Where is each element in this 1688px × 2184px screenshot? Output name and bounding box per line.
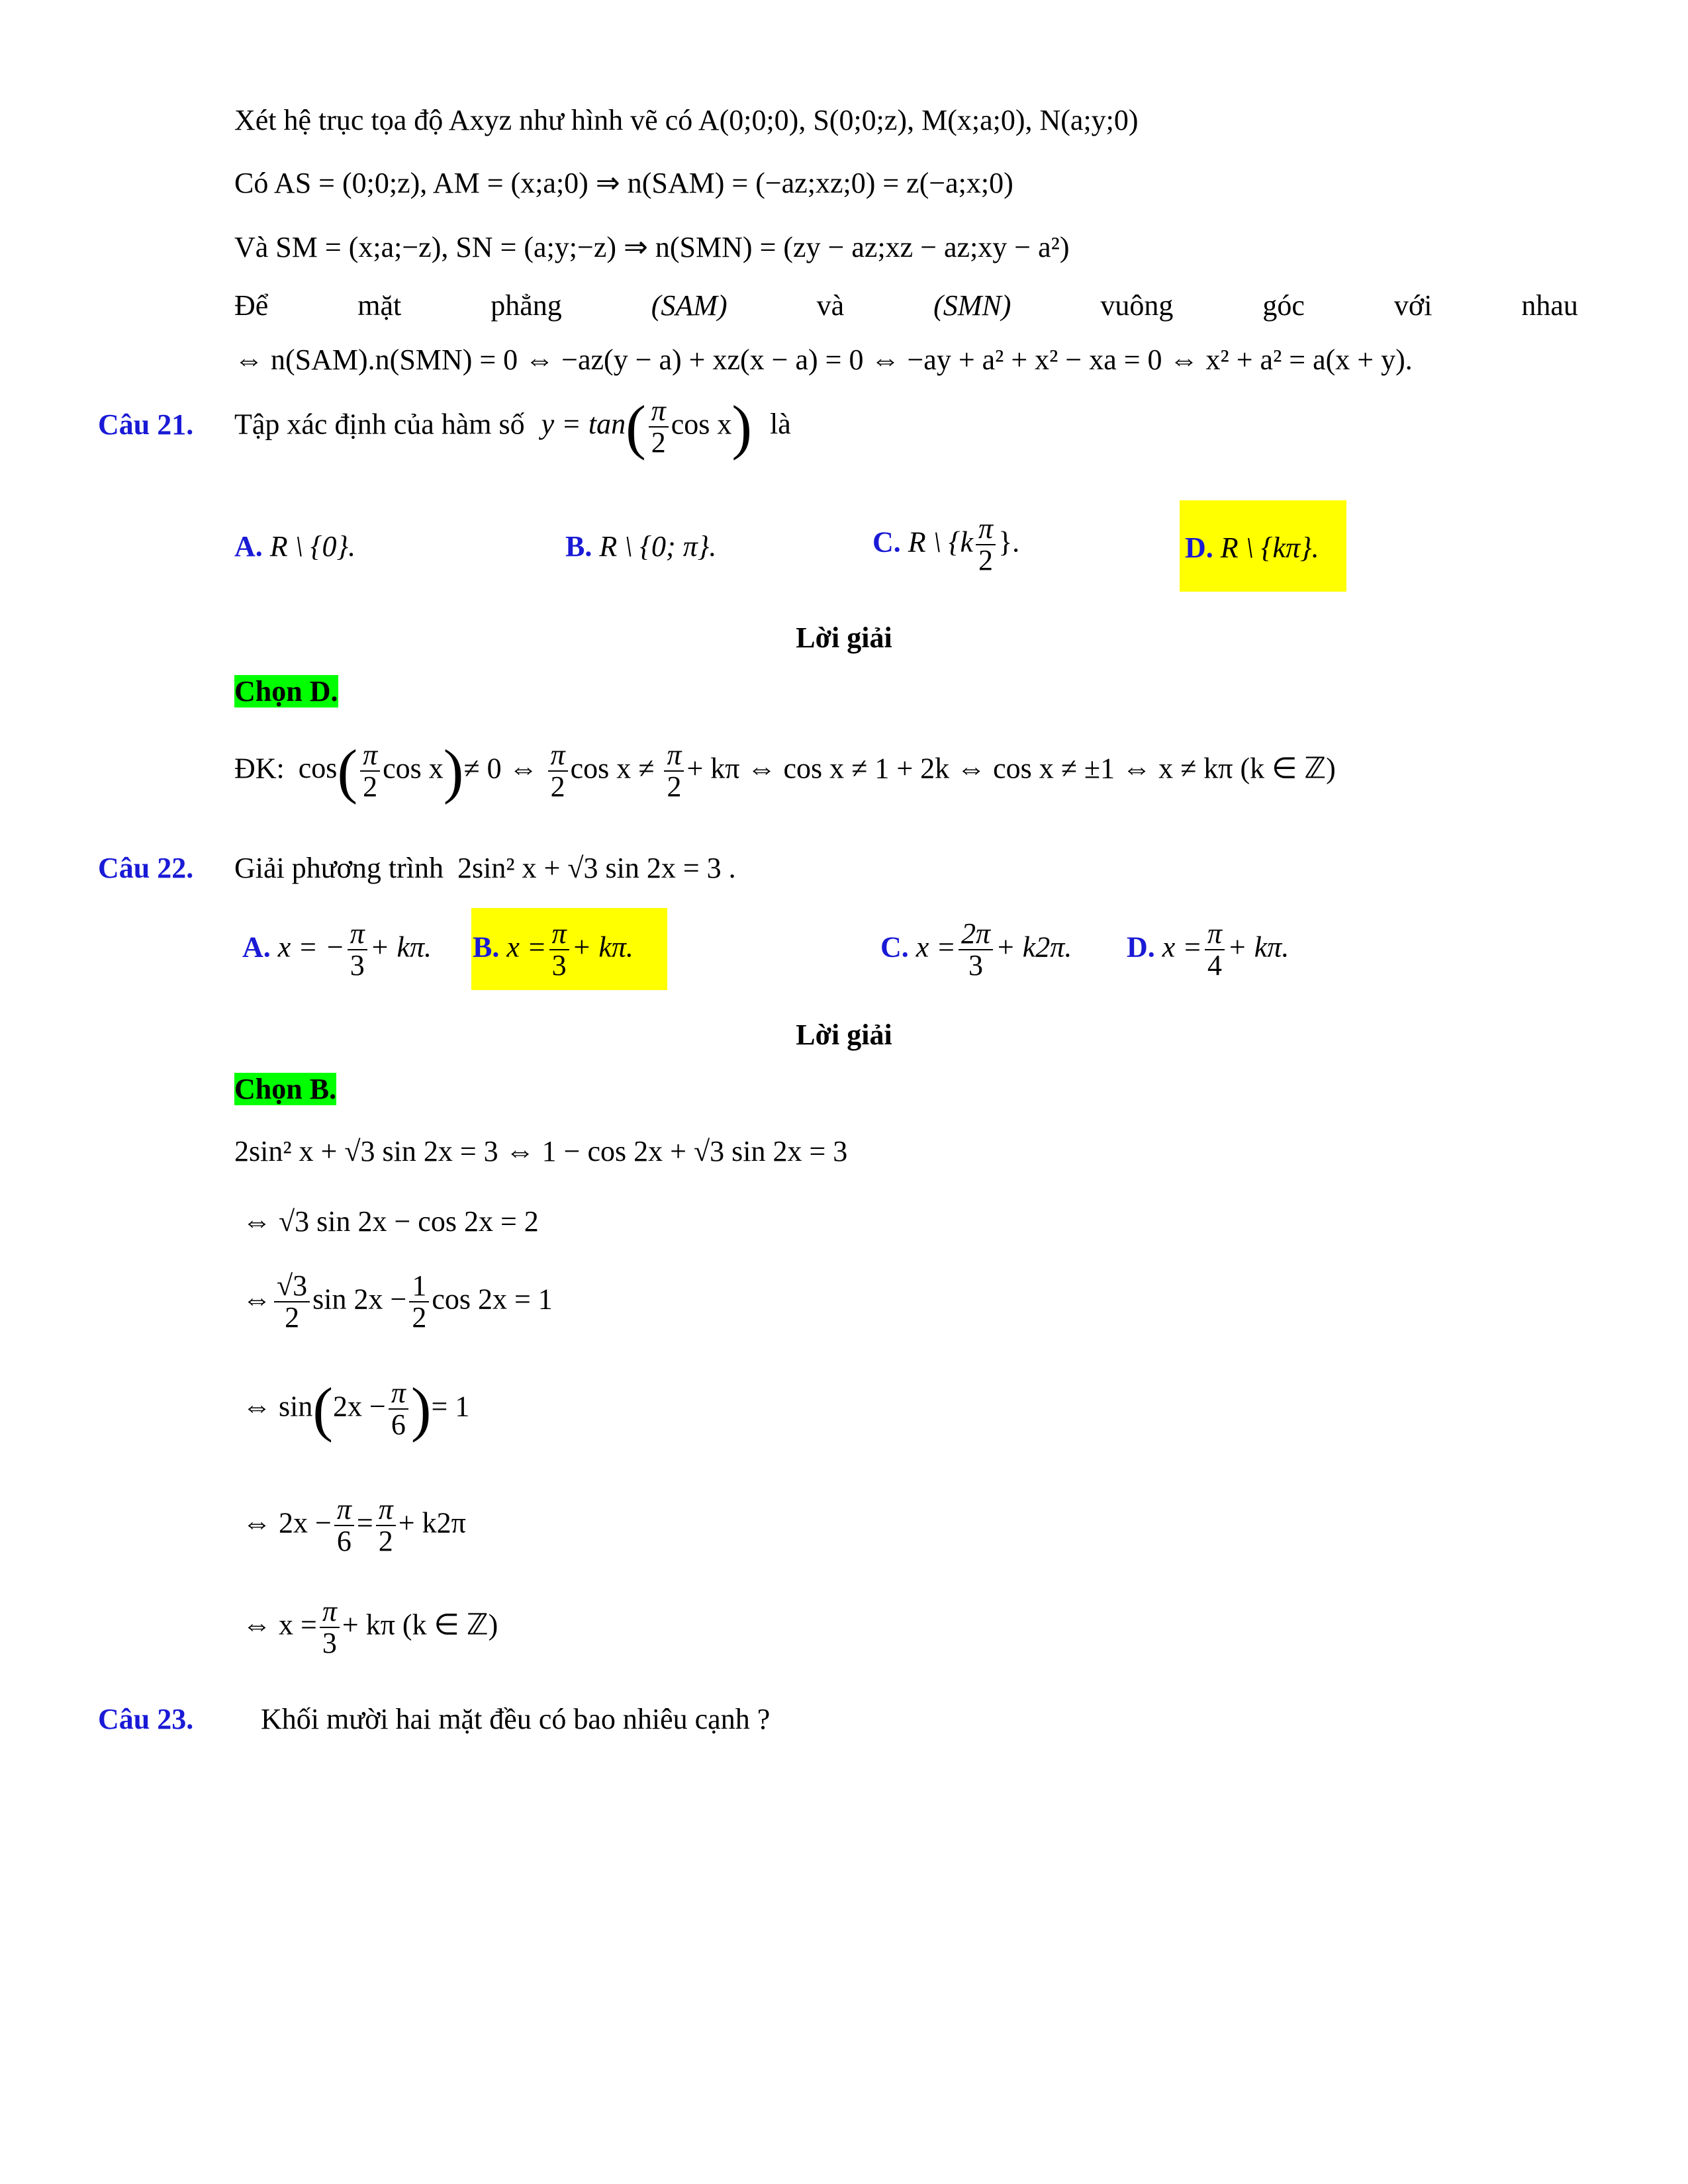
text-line-1: Xét hệ trục tọa độ Axyz như hình vẽ có A(0;0;0), S(0;0;z), M(x;a;0), N(a;y;0) — [234, 104, 1139, 136]
suffix: là — [770, 408, 791, 441]
solution-step-3: ⇔ $\frac{√3}{2}$ sin 2x − $\frac{1}{2}$ cos 2x = 1 — [242, 1269, 553, 1334]
question-21-text — [234, 393, 791, 461]
word: Để — [234, 289, 269, 322]
word: mặt — [357, 289, 402, 322]
solution-step-5: ⇔ 2x − $\frac{\pi}{6}$ = $\frac{\pi}{2}$ + k2π — [242, 1493, 466, 1558]
question-label: Câu 23. — [98, 1703, 194, 1735]
text-line-3: Và SM = (x;a;−z), SN = (a;y;−z) ⇒ n(SMN) = (zy − az;xz − az;xy − a²) — [234, 231, 1070, 263]
word: nhau — [1521, 289, 1578, 322]
question-text: Tập xác định của hàm số — [234, 408, 525, 441]
question-label: Câu 21. — [98, 408, 194, 441]
solution-title-21: Lời giải — [796, 621, 892, 654]
question-23 — [98, 1705, 193, 1734]
condition-21: ĐK: cos( $\frac{\pi}{2}$ cos x)≠ 0 ⇔ $\frac{\pi}{2}$ cos x ≠ $\frac{\pi}{2}$ + kπ ⇔ cos x ≠ 1 + 2k ⇔ cos x ≠ ±1 ⇔ x ≠ kπ (k ∈ ℤ) — [234, 737, 1336, 805]
option-d[interactable]: D. x = $\frac{\pi}{4}$ + kπ. — [1127, 917, 1289, 982]
solution-step-6: ⇔ x = $\frac{\pi}{3}$ + kπ (k ∈ ℤ) — [242, 1595, 498, 1660]
option-c[interactable]: C. x = $\frac{2\pi}{3}$ + k2π. — [880, 917, 1072, 982]
choice-22 — [234, 1075, 336, 1104]
question-22 — [98, 854, 193, 883]
text-line-5: ⇔ n(SAM).n(SMN) = 0 ⇔ −az(y − a) + xz(x − a) = 0 ⇔ −ay + a² + x² − xa = 0 ⇔ x² + a² = a(x + y). — [234, 343, 1413, 376]
option-a[interactable]: A. R \ {0}. — [234, 530, 356, 563]
func-tail: cos x — [671, 408, 732, 441]
word: với — [1393, 289, 1432, 322]
word: vuông — [1100, 289, 1174, 322]
word: góc — [1262, 289, 1305, 322]
solution-step-4: ⇔ sin(2x − $\frac{\pi}{6}$ )= 1 — [242, 1375, 470, 1443]
paren: ( — [626, 393, 646, 461]
option-d[interactable]: D. R \ {kπ}. — [1180, 500, 1346, 592]
choice-21 — [234, 677, 338, 706]
solution-title-22: Lời giải — [796, 1019, 892, 1051]
paren: ) — [731, 393, 753, 461]
word: phẳng — [491, 289, 562, 322]
text-line-4 — [234, 291, 1578, 320]
word: và — [816, 289, 845, 322]
solution-step-2: ⇔ √3 sin 2x − cos 2x = 2 — [242, 1205, 539, 1238]
option-a[interactable]: A. x = − $\frac{\pi}{3}$ + kπ. — [242, 917, 432, 982]
fraction: $\frac{\pi}{2}$ — [649, 396, 669, 458]
word: (SAM) — [651, 289, 727, 322]
func-name: y = tan — [541, 408, 626, 441]
question-22-text: Giải phương trình 2sin² x + √3 sin 2x = 3 . — [234, 852, 736, 884]
question-23-text: Khối mười hai mặt đều có bao nhiêu cạnh ? — [261, 1703, 771, 1735]
question-label: Câu 22. — [98, 852, 194, 884]
option-c[interactable]: C. R \ {k $\frac{\pi}{2}$ }. — [872, 512, 1020, 577]
choice-badge: Chọn B. — [234, 1073, 337, 1105]
option-b[interactable]: B. x = $\frac{\pi}{3}$ + kπ. — [471, 908, 667, 990]
choice-badge: Chọn D. — [234, 675, 338, 707]
word: (SMN) — [933, 289, 1011, 322]
option-b[interactable]: B. R \ {0; π}. — [565, 530, 717, 563]
text-line-2: Có AS = (0;0;z), AM = (x;a;0) ⇒ n(SAM) = (−az;xz;0) = z(−a;x;0) — [234, 167, 1013, 199]
solution-step-1: 2sin² x + √3 sin 2x = 3 ⇔ 1 − cos 2x + √3 sin 2x = 3 — [234, 1135, 848, 1167]
question-21 — [98, 410, 193, 439]
